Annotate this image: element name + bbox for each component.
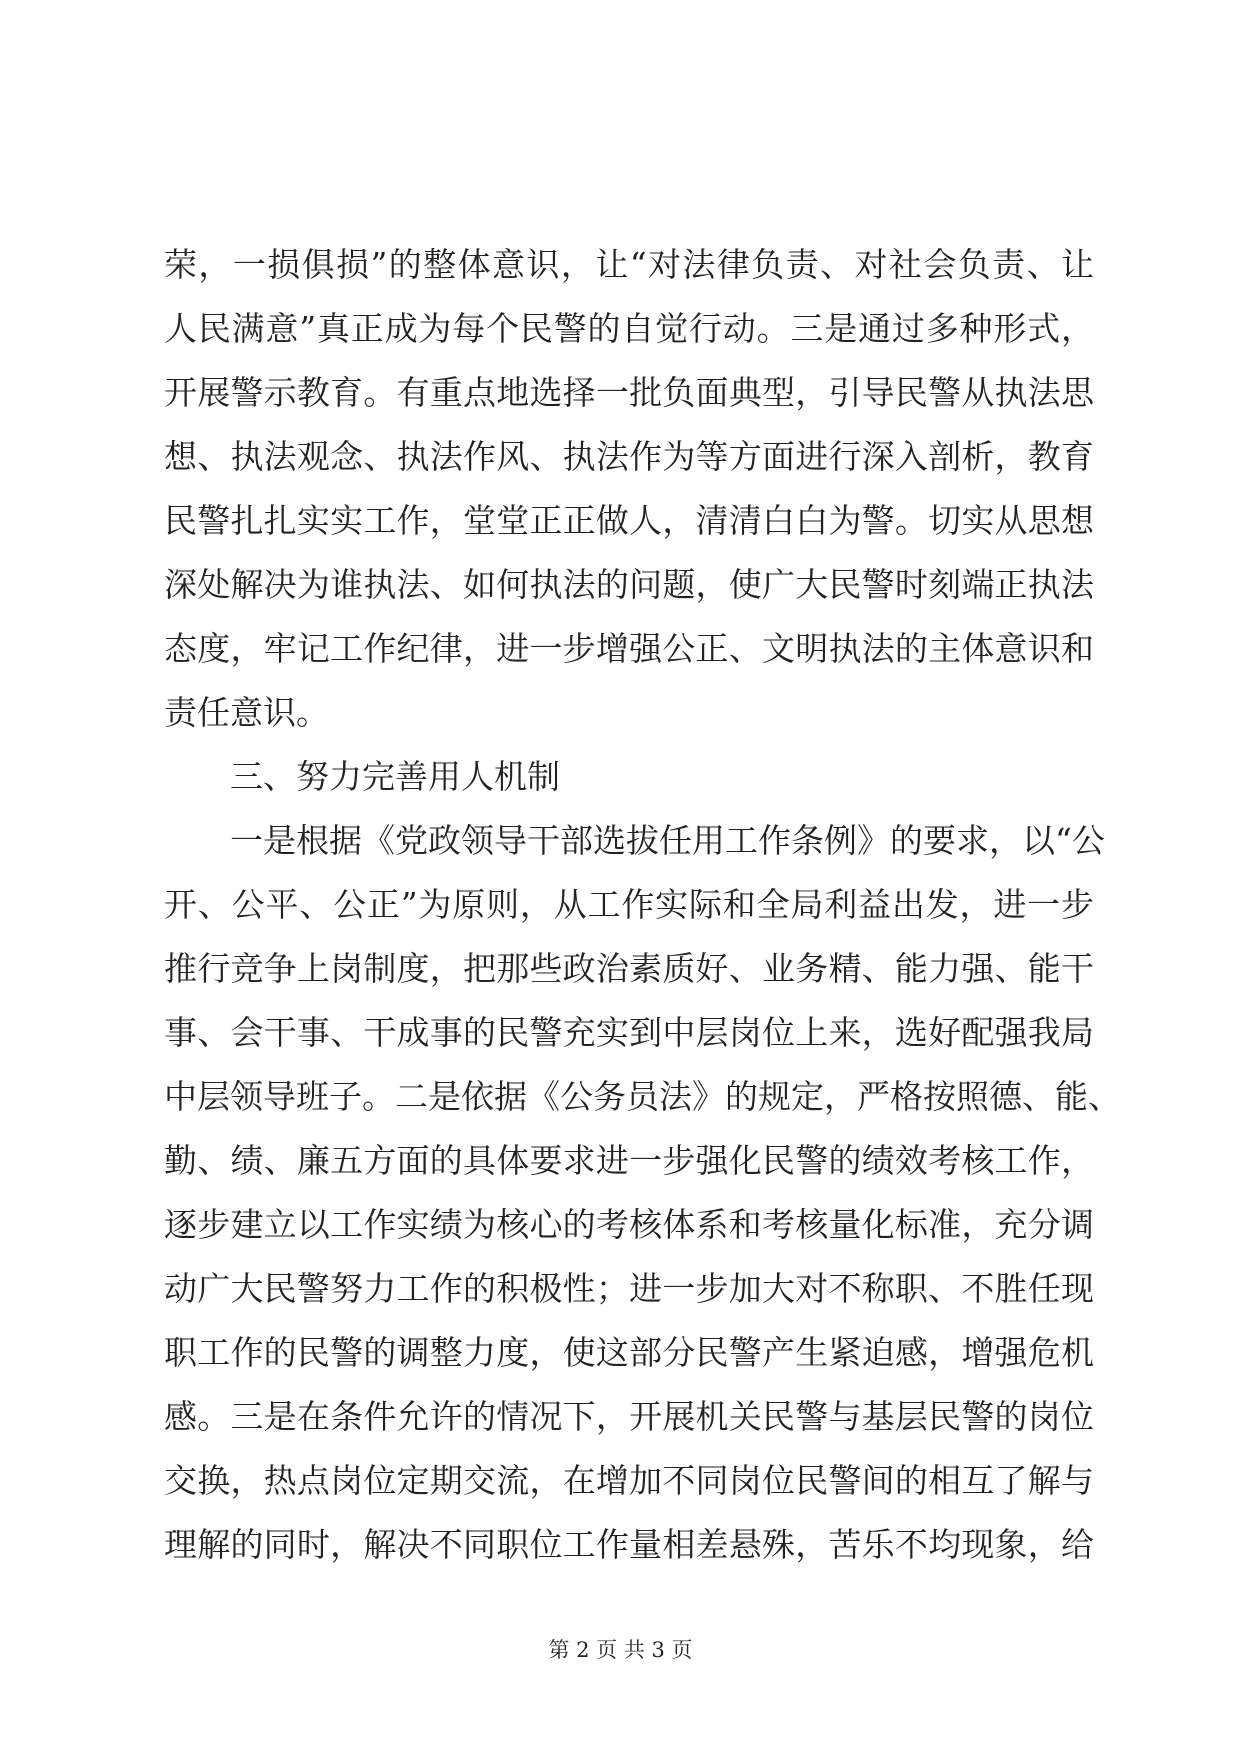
text-line: 职工作的民警的调整力度，使这部分民警产生紧迫感，增强危机	[164, 1333, 1094, 1372]
text-line: 事、会干事、干成事的民警充实到中层岗位上来，选好配强我局	[164, 1013, 1094, 1052]
text-line: 三、努力完善用人机制	[230, 757, 560, 796]
text-line: 交换，热点岗位定期交流，在增加不同岗位民警间的相互了解与	[164, 1461, 1094, 1500]
text-line: 一是根据《党政领导干部选拔任用工作条例》的要求，以“公	[230, 821, 1105, 860]
text-line: 中层领导班子。二是依据《公务员法》的规定，严格按照德、能、	[164, 1077, 1121, 1116]
text-line: 推行竞争上岗制度，把那些政治素质好、业务精、能力强、能干	[164, 949, 1094, 988]
document-body	[164, 233, 1121, 1577]
page-footer: 第 2 页 共 3 页	[548, 1638, 693, 1662]
text-line: 荣，一损俱损”的整体意识，让“对法律负责、对社会负责、让	[164, 245, 1094, 284]
text-line: 人民满意”真正成为每个民警的自觉行动。三是通过多种形式，	[164, 309, 1094, 348]
text-line: 开展警示教育。有重点地选择一批负面典型，引导民警从执法思	[164, 373, 1094, 412]
text-line: 逐步建立以工作实绩为核心的考核体系和考核量化标准，充分调	[164, 1205, 1094, 1244]
text-line: 责任意识。	[164, 693, 329, 732]
text-line: 想、执法观念、执法作风、执法作为等方面进行深入剖析，教育	[164, 437, 1094, 476]
text-line: 深处解决为谁执法、如何执法的问题，使广大民警时刻端正执法	[164, 565, 1094, 604]
text-line: 态度，牢记工作纪律，进一步增强公正、文明执法的主体意识和	[164, 629, 1094, 668]
text-line: 勤、绩、廉五方面的具体要求进一步强化民警的绩效考核工作，	[164, 1141, 1094, 1180]
text-line: 动广大民警努力工作的积极性；进一步加大对不称职、不胜任现	[164, 1269, 1094, 1308]
text-line: 民警扎扎实实工作，堂堂正正做人，清清白白为警。切实从思想	[164, 501, 1094, 540]
text-line: 感。三是在条件允许的情况下，开展机关民警与基层民警的岗位	[164, 1397, 1094, 1436]
text-line: 开、公平、公正”为原则，从工作实际和全局利益出发，进一步	[164, 885, 1094, 924]
text-line: 理解的同时，解决不同职位工作量相差悬殊，苦乐不均现象，给	[164, 1525, 1094, 1564]
